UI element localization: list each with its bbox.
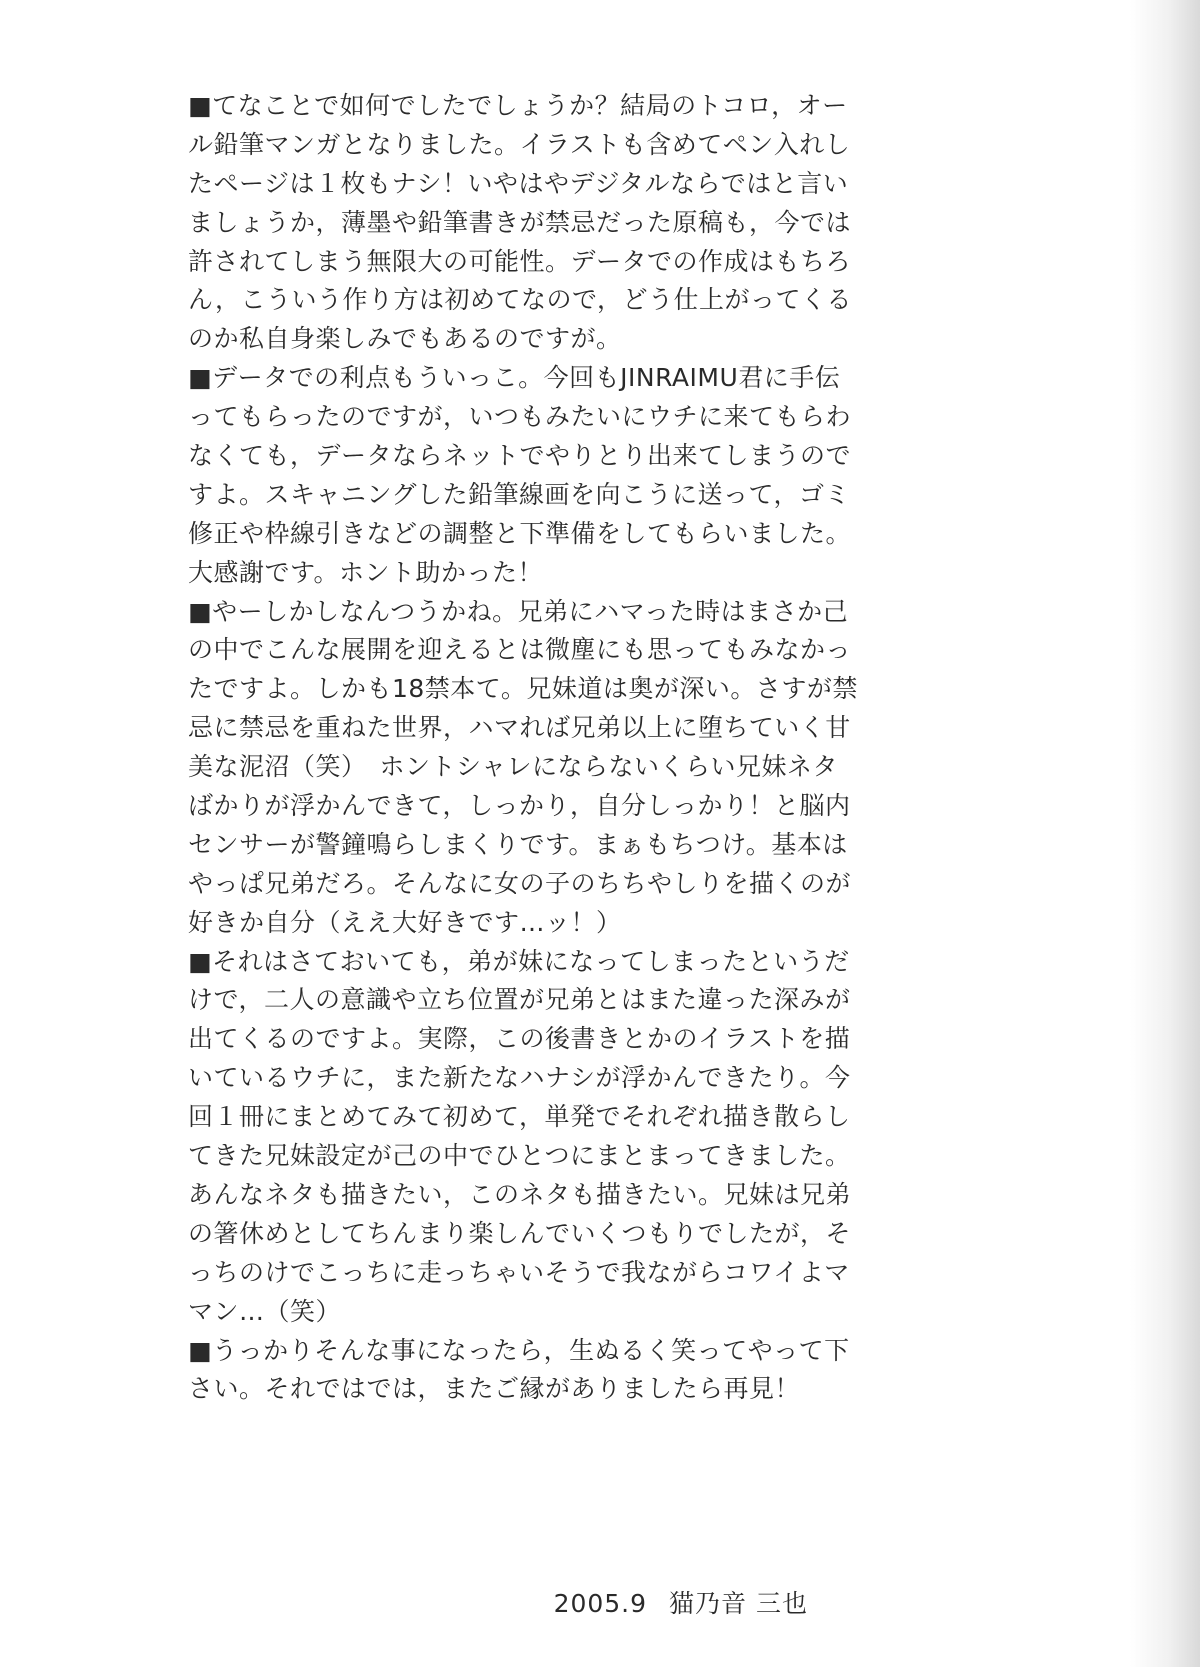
- text-line: っちのけでこっちに走っちゃいそうで我ながらコワイよマ: [188, 1257, 850, 1287]
- text-line: ■てなことで如何でしたでしょうか？結局のトコロ，オー: [188, 91, 848, 120]
- text-line: ■データでの利点もういっこ。今回もJINRAIMU君に手伝: [188, 363, 841, 393]
- text-line: ん，こういう作り方は初めてなので，どう仕上がってくる: [188, 285, 853, 315]
- page-edge-shadow: [1130, 0, 1200, 1667]
- text-line: 回１冊にまとめてみて初めて，単発でそれぞれ描き散らし: [188, 1102, 851, 1132]
- text-line: 美な泥沼（笑） ホントシャレにならないくらい兄妹ネタ: [188, 752, 839, 782]
- text-line: 許されてしまう無限大の可能性。データでの作成はもちろ: [188, 246, 852, 276]
- text-line: の中でこんな展開を迎えるとは微塵にも思ってもみなかっ: [188, 635, 852, 665]
- text-line: ましょうか，薄墨や鉛筆書きが禁忌だった原稿も，今では: [188, 207, 852, 237]
- text-line: ってもらったのですが，いつもみたいにウチに来てもらわ: [188, 402, 852, 432]
- text-line: さい。それではでは，またご縁がありましたら再見！: [188, 1374, 801, 1404]
- text-line: たですよ。しかも18禁本て。兄妹道は奥が深い。さすが禁: [188, 674, 858, 704]
- signature: [554, 1584, 808, 1620]
- text-line: ■うっかりそんな事になったら，生ぬるく笑ってやって下: [188, 1335, 850, 1365]
- text-line: のか私自身楽しみでもあるのですが。: [188, 324, 622, 354]
- text-line: やっぱ兄弟だろ。そんなに女の子のちちやしりを描くのが: [188, 868, 852, 898]
- text-line: 修正や枠線引きなどの調整と下準備をしてもらいました。: [188, 518, 852, 548]
- text-line: てきた兄妹設定が己の中でひとつにまとまってきました。: [188, 1141, 851, 1171]
- text-line: マン…（笑）: [188, 1296, 342, 1326]
- text-line: ばかりが浮かんできて，しっかり，自分しっかり！と脳内: [188, 791, 851, 821]
- text-line: ■やーしかしなんつうかね。兄弟にハマった時はまさか己: [188, 596, 849, 626]
- signature-author: 猫乃音 三也: [669, 1589, 808, 1618]
- text-line: なくても，データならネットでやりとり出来てしまうので: [188, 441, 852, 471]
- text-line: けで，二人の意識や立ち位置が兄弟とはまた違った深みが: [188, 985, 851, 1015]
- text-line: いているウチに，また新たなハナシが浮かんできたり。今: [188, 1063, 851, 1093]
- text-line: 出てくるのですよ。実際，この後書きとかのイラストを描: [188, 1024, 851, 1054]
- text-line: 好きか自分（ええ大好きです…ッ！）: [188, 907, 622, 937]
- afterword-text: [188, 87, 858, 1409]
- text-line: ■それはさておいても，弟が妹になってしまったというだ: [188, 946, 850, 976]
- text-line: 大感謝です。ホント助かった！: [188, 557, 544, 587]
- text-line: たページは１枚もナシ！いやはやデジタルならではと言い: [188, 168, 849, 198]
- text-line: センサーが警鐘鳴らしまくりです。まぁもちつけ。基本は: [188, 829, 848, 859]
- text-line: すよ。スキャニングした鉛筆線画を向こうに送って，ゴミ: [188, 479, 851, 509]
- text-line: の箸休めとしてちんまり楽しんでいくつもりでしたが，そ: [188, 1218, 852, 1248]
- text-line: 忌に禁忌を重ねた世界，ハマれば兄弟以上に堕ちていく甘: [188, 713, 851, 743]
- signature-date: 2005.9: [553, 1589, 648, 1618]
- text-line: あんなネタも描きたい，このネタも描きたい。兄妹は兄弟: [188, 1179, 852, 1209]
- text-line: ル鉛筆マンガとなりました。イラストも含めてペン入れし: [188, 129, 851, 159]
